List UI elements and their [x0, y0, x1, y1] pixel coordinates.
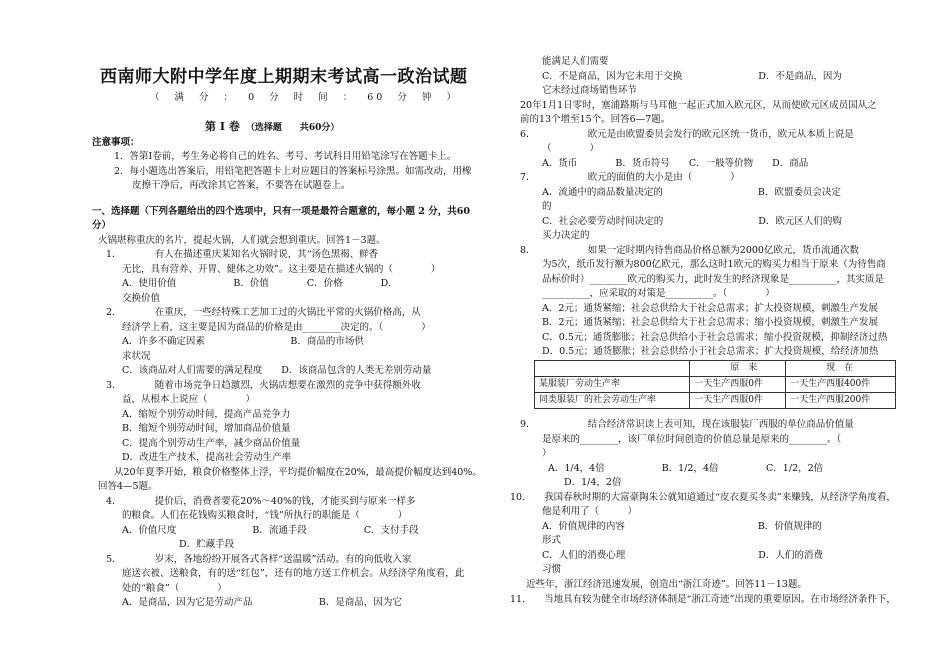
question-line: 9． 结合经济常识读上表可知，现在该服装厂西服的单位商品价值量 — [520, 419, 854, 430]
table-header-cell — [535, 361, 690, 377]
question-line: 分） — [92, 220, 112, 231]
question-line: D．1/4，2倍 — [564, 477, 622, 488]
table-cell: 一天生产西服200件 — [786, 393, 896, 409]
question-line: 益，从根本上说应（ ） — [122, 394, 256, 405]
question-line: C．该商品对人们需要的满足程度 D．该商品包含的人类无差别劳动量 — [122, 365, 432, 376]
question-line: 是原来的________，该厂单位时间创造的价值总量是原来的________。（ — [542, 434, 842, 445]
question-line: 它未经过商场销售环节 — [542, 85, 638, 96]
question-line: ） — [542, 448, 552, 459]
section-label: 第 Ⅰ 卷 — [205, 120, 240, 133]
question-line: 火锅堪称重庆的名片，提起火锅，人们就会想到重庆。回答1－3题。 — [98, 235, 386, 246]
question-line: C．不是商品，因为它未用于交换 D．不是商品，因为 — [542, 71, 842, 82]
question-line: 4． 提价后，消费者要花20%～40%的钱，才能买到与原来一样多 — [106, 496, 416, 507]
exam-subtitle: （ 满 分 ： 0 分 时 间 ： 60 分 钟 ） — [150, 92, 459, 103]
question-line: 近些年，浙江经济迅速发展，创造出“浙江奇迹”。回答11－13题。 — [526, 579, 807, 590]
question-line: C．人们的消费心理 D．人们的消费 — [542, 550, 823, 561]
question-line: __________，应采取的对策是__________。（ ） — [542, 288, 775, 299]
question-line: 买力决定的 — [542, 230, 590, 241]
note-line: 2．每小题选出答案后，用铅笔把答题卡上对应题目的答案标号涂黑。如需改动，用橡 — [114, 166, 472, 177]
productivity-table — [534, 360, 896, 409]
question-line: 8． 如果一定时期内待售商品价格总额为2000亿欧元，货币流通次数 — [520, 245, 859, 256]
question-line: 的 — [542, 201, 552, 212]
question-line: 前的13个增至15个。回答6—7题。 — [520, 114, 671, 125]
question-line: C．提高个别劳动生产率，减少商品价值量 — [122, 438, 301, 449]
question-line: 10. 我国春秋时期的大富豪陶朱公就知道通过“皮衣夏买冬卖”来赚钱，从经济学角度看， — [510, 492, 896, 503]
question-line: A．是商品，因为它是劳动产品 B．是商品，因为它 — [122, 597, 402, 608]
exam-title: 西南师大附中学年度上期期末考试高一政治试题 — [100, 67, 468, 87]
table-header-row — [535, 361, 896, 377]
question-line: 1． 有人在描述重庆某知名火锅时说，其“汤色黑褐、鲜香 — [106, 249, 379, 260]
section-heading — [205, 118, 339, 134]
question-line: 交换价值 — [122, 293, 161, 304]
question-line: A．使用价值 B．价值 C．价格 D． — [122, 278, 398, 289]
question-line: A．价值尺度 B．流通手段 C．支付手段 — [122, 525, 419, 536]
table-cell: 某服装厂劳动生产率 — [535, 377, 690, 393]
table-header-cell: 原 来 — [690, 361, 786, 377]
note-line: 皮擦干净后，再改涂其它答案，不要答在试题卷上。 — [132, 180, 351, 191]
question-line: A．1/4，4倍 B．1/2，4倍 C．1/2，2倍 — [548, 463, 824, 474]
table-cell: 一天生产西服0件 — [690, 377, 786, 393]
table-cell: 一天生产西服0件 — [690, 393, 786, 409]
question-line: D．改进生产技术，提高社会劳动生产率 — [122, 452, 292, 463]
question-line: 回答4—5题。 — [98, 481, 158, 492]
question-line: B．2元；通货紧缩；社会总供给大于社会总需求；缩小投资规模，刺激生产发展 — [542, 317, 879, 328]
question-line: （ ） — [542, 143, 600, 154]
question-line: 庭送衣被、送粮食，有的送“红包”，还有的地方送工作机会。从经济学角度看，此 — [122, 568, 465, 579]
question-line: 11. 当地具有较为健全市场经济体制是“浙江奇迹”出现的重要原因。在市场经济条件下， — [510, 594, 896, 605]
question-line: 为5次，纸币发行额为800亿欧元，那么这时1欧元的购买力相当于原来（为待售商 — [542, 259, 886, 270]
question-line: 一、选择题（下列各题给出的四个选项中，只有一项是最符合题意的，每小题 2 分，共60 — [92, 206, 470, 217]
table-cell: 一天生产西服400件 — [786, 377, 896, 393]
question-line: 5． 岁末，各地纷纷开展各式各样“送温暖”活动。有的向低收入家 — [106, 554, 412, 565]
question-line: 从20年夏季开始，粮食价格整体上浮，平均提价幅度在20%，最高提价幅度达到40%。 — [114, 467, 482, 478]
question-line: 他是利用了（ ） — [542, 506, 638, 517]
question-line: D．0.5元；通货膨胀；社会总供给小于社会总需求；扩大投资规模，给经济加热 — [542, 346, 879, 357]
question-line: B．缩短个别劳动时间，增加商品价值量 — [122, 423, 291, 434]
question-line: 7． 欧元的面值的大小是由（ ） — [520, 172, 740, 183]
question-line: A．缩短个别劳动时间，提高产品竞争力 — [122, 409, 291, 420]
question-line: 能满足人们需要 — [542, 56, 609, 67]
question-line: A．价值规律的内容 B．价值规律的 — [542, 521, 822, 532]
question-line: 习惯 — [542, 564, 562, 575]
question-line: C．0.5元；通货膨胀；社会总供给小于社会总需求；缩小投资规模，抑制经济过热 — [542, 332, 888, 343]
table-row — [535, 377, 896, 393]
table-row — [535, 393, 896, 409]
question-line: 品标价时）________欧元的购买力，此时发生的经济现象是__________，其实质是 — [542, 274, 885, 285]
question-line: 求状况 — [122, 351, 151, 362]
notes-heading: 注意事项： — [92, 137, 140, 148]
question-line: A．货币 B．货币符号 C．一般等价物 D．商品 — [542, 158, 809, 169]
question-line: 形式 — [542, 535, 562, 546]
question-line: 处的“粮食”（ ） — [122, 583, 227, 594]
question-line: 的粮食。人们在花钱购买粮食时，“钱”所执行的职能是（ ） — [122, 510, 408, 521]
question-line: 无比，具有营养、开胃、健体之功效”。这主要是在描述火锅的（ ） — [122, 264, 441, 275]
section-note: （选择题 共60分） — [245, 123, 340, 133]
question-line: 经济学上看，这主要是因为商品的价格是由________决定的。（ ） — [122, 322, 431, 333]
question-line: 2． 在重庆，一些经特殊工艺加工过的火锅比平常的火锅价格高，从 — [106, 307, 421, 318]
question-line: 20年1月1日零时，塞浦路斯与马耳他一起正式加入欧元区，从而使欧元区成员国从之 — [520, 100, 877, 111]
question-line: A．许多不确定因素 B．商品的市场供 — [122, 336, 364, 347]
question-line: 3． 随着市场竞争日趋激烈，火锅店想要在激烈的竞争中获得额外收 — [106, 380, 421, 391]
question-line: 6． 欧元是由欧盟委员会发行的欧元区统一货币，欧元从本质上说是 — [520, 129, 854, 140]
question-line: A．流通中的商品数量决定的 B．欧盟委员会决定 — [542, 187, 841, 198]
table-cell: 同类服装厂的社会劳动生产率 — [535, 393, 690, 409]
question-line: C．社会必要劳动时间决定的 D．欧元区人们的购 — [542, 216, 842, 227]
question-line: D．贮藏手段 — [122, 539, 235, 550]
table-header-cell: 现 在 — [786, 361, 896, 377]
question-line: A．2元；通货紧缩；社会总供给大于社会总需求；扩大投资规模，刺激生产发展 — [542, 303, 878, 314]
note-line: 1．答第Ⅰ卷前，考生务必将自己的姓名、考号、考试科目用铅笔涂写在答题卡上。 — [114, 151, 457, 162]
